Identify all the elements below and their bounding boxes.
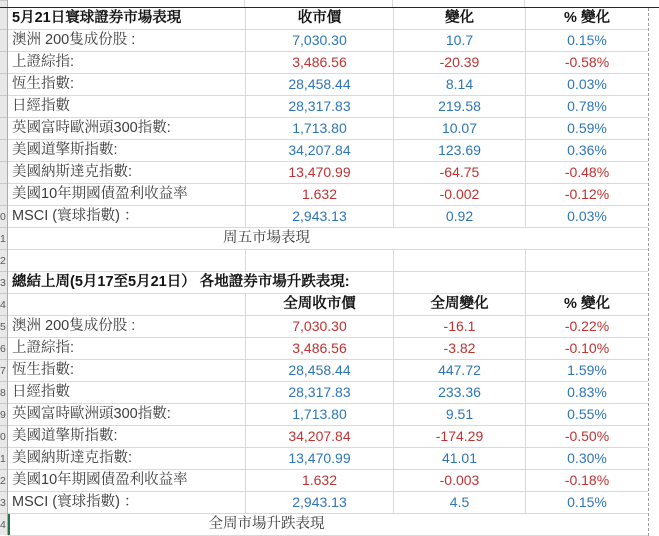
table-row xyxy=(8,360,648,382)
week-close-price-cell[interactable]: 7,030.30 xyxy=(245,316,393,337)
row-number[interactable]: 1 xyxy=(0,453,6,465)
friday-performance-caption[interactable]: 周五市場表現 xyxy=(223,230,310,246)
index-label[interactable]: 英國富時歐洲頭300指數: xyxy=(12,120,171,136)
row-number[interactable]: 4 xyxy=(0,299,6,311)
index-label[interactable]: 上證綜指: xyxy=(12,340,75,356)
index-label[interactable]: 美國道擎斯指數: xyxy=(12,142,118,158)
col-header-week-close-price[interactable]: 全周收市價 xyxy=(245,294,393,315)
change-cell[interactable]: 219.58 xyxy=(393,96,525,117)
close-price-cell[interactable]: 28,317.83 xyxy=(245,96,393,117)
week-change-cell[interactable]: 41.01 xyxy=(393,448,525,469)
table-row xyxy=(8,470,648,492)
week-close-price-cell[interactable]: 28,317.83 xyxy=(245,382,393,403)
col-header-pct-change[interactable]: % 變化 xyxy=(525,8,648,29)
caption-row xyxy=(8,228,648,250)
empty-cell[interactable] xyxy=(525,514,648,535)
index-label[interactable]: 美國10年期國債盈利收益率 xyxy=(12,472,188,488)
close-price-cell[interactable]: 34,207.84 xyxy=(245,140,393,161)
index-label[interactable]: MSCI (寰球指數) ： xyxy=(12,208,139,224)
week-change-cell[interactable]: -0.003 xyxy=(393,470,525,491)
index-label[interactable]: 恆生指數: xyxy=(12,362,75,378)
pct-change-cell[interactable]: 0.59% xyxy=(525,118,648,139)
pct-change-cell[interactable]: 0.03% xyxy=(525,206,648,227)
table-row xyxy=(8,338,648,360)
pct-change-cell[interactable]: -0.10% xyxy=(525,338,648,359)
week-change-cell[interactable]: -3.82 xyxy=(393,338,525,359)
row-number[interactable]: 4 xyxy=(0,519,6,531)
empty-cell[interactable] xyxy=(393,272,525,293)
caption-row xyxy=(8,514,648,536)
table-row xyxy=(8,448,648,470)
table-row xyxy=(8,426,648,448)
change-cell[interactable]: -64.75 xyxy=(393,162,525,183)
table-row xyxy=(8,382,648,404)
empty-cell[interactable] xyxy=(8,294,245,315)
pct-change-cell[interactable]: -0.18% xyxy=(525,470,648,491)
column-divider xyxy=(524,0,525,7)
week-close-price-cell[interactable]: 1.632 xyxy=(245,470,393,491)
row-number[interactable]: 3 xyxy=(0,277,6,289)
index-label[interactable]: 澳洲 200隻成份股 : xyxy=(12,32,136,48)
change-cell[interactable]: 10.07 xyxy=(393,118,525,139)
index-label[interactable]: 美國納斯達克指數: xyxy=(12,164,133,180)
close-price-cell[interactable]: 13,470.99 xyxy=(245,162,393,183)
index-label[interactable]: MSCI (寰球指數) ： xyxy=(12,494,139,510)
table-row xyxy=(8,184,648,206)
table-row xyxy=(8,118,648,140)
close-price-cell[interactable]: 2,943.13 xyxy=(245,206,393,227)
week-close-price-cell[interactable]: 2,943.13 xyxy=(245,492,393,513)
week-close-price-cell[interactable]: 34,207.84 xyxy=(245,426,393,447)
empty-cell[interactable] xyxy=(525,250,648,271)
index-label[interactable]: 美國納斯達克指數: xyxy=(12,450,133,466)
pct-change-cell[interactable]: 0.03% xyxy=(525,74,648,95)
row-number[interactable]: 0 xyxy=(0,431,6,443)
table-row xyxy=(8,96,648,118)
change-cell[interactable]: 123.69 xyxy=(393,140,525,161)
empty-cell[interactable] xyxy=(8,250,245,271)
pct-change-cell[interactable]: 0.30% xyxy=(525,448,648,469)
col-header-change[interactable]: 變化 xyxy=(393,8,525,29)
empty-row xyxy=(8,250,648,272)
week-close-price-cell[interactable]: 1,713.80 xyxy=(245,404,393,425)
index-label[interactable]: 上證綜指: xyxy=(12,54,75,70)
table-row xyxy=(8,162,648,184)
close-price-cell[interactable]: 1,713.80 xyxy=(245,118,393,139)
row-number[interactable]: 6 xyxy=(0,343,6,355)
table-header-row xyxy=(8,294,648,316)
week-close-price-cell[interactable]: 3,486.56 xyxy=(245,338,393,359)
row-number[interactable]: 9 xyxy=(0,409,6,421)
change-cell[interactable]: 8.14 xyxy=(393,74,525,95)
change-cell[interactable]: 0.92 xyxy=(393,206,525,227)
col-header-pct-change[interactable]: % 變化 xyxy=(525,294,648,315)
row-number[interactable]: 0 xyxy=(0,211,6,223)
index-label[interactable]: 澳洲 200隻成份股 : xyxy=(12,318,136,334)
change-cell[interactable]: -0.002 xyxy=(393,184,525,205)
index-label[interactable]: 日經指數 xyxy=(12,384,70,400)
week-change-cell[interactable]: -174.29 xyxy=(393,426,525,447)
row-number[interactable]: 3 xyxy=(0,497,6,509)
column-header-border xyxy=(0,7,659,8)
week-change-cell[interactable]: 9.51 xyxy=(393,404,525,425)
table-row xyxy=(8,316,648,338)
close-price-cell[interactable]: 3,486.56 xyxy=(245,52,393,73)
table-row xyxy=(8,206,648,228)
row-number[interactable]: 2 xyxy=(0,475,6,487)
change-cell[interactable]: -20.39 xyxy=(393,52,525,73)
table-header-row xyxy=(8,8,648,30)
row-number[interactable]: 7 xyxy=(0,365,6,377)
pct-change-cell[interactable]: -0.48% xyxy=(525,162,648,183)
table-row xyxy=(8,404,648,426)
section2-title-row xyxy=(8,272,648,294)
week-change-cell[interactable]: 233.36 xyxy=(393,382,525,403)
change-cell[interactable]: 10.7 xyxy=(393,30,525,51)
table-row xyxy=(8,492,648,514)
pct-change-cell[interactable]: 0.15% xyxy=(525,30,648,51)
week-close-price-cell[interactable]: 13,470.99 xyxy=(245,448,393,469)
pct-change-cell[interactable]: -0.22% xyxy=(525,316,648,337)
table-row xyxy=(8,30,648,52)
pct-change-cell[interactable]: 0.83% xyxy=(525,382,648,403)
index-label[interactable]: 英國富時歐洲頭300指數: xyxy=(12,406,171,422)
row-number[interactable]: 5 xyxy=(0,321,6,333)
section1-title[interactable]: 5月21日寰球證券市場表現 xyxy=(12,10,182,26)
empty-cell[interactable] xyxy=(393,250,525,271)
empty-cell[interactable] xyxy=(245,250,393,271)
pct-change-cell[interactable]: -0.50% xyxy=(525,426,648,447)
index-label[interactable]: 美國10年期國債盈利收益率 xyxy=(12,186,188,202)
week-close-price-cell[interactable]: 28,458.44 xyxy=(245,360,393,381)
selection-indicator xyxy=(8,514,10,535)
pct-change-cell[interactable]: 0.78% xyxy=(525,96,648,117)
col-header-close-price[interactable]: 收市價 xyxy=(245,8,393,29)
close-price-cell[interactable]: 28,458.44 xyxy=(245,74,393,95)
spreadsheet-grid xyxy=(8,8,649,536)
row-number[interactable]: 8 xyxy=(0,387,6,399)
row-number[interactable]: 1 xyxy=(0,233,6,245)
empty-cell[interactable] xyxy=(525,228,648,249)
index-label[interactable]: 日經指數 xyxy=(12,98,70,114)
pct-change-cell[interactable]: 0.36% xyxy=(525,140,648,161)
table-row xyxy=(8,74,648,96)
table-row xyxy=(8,52,648,74)
week-change-cell[interactable]: 447.72 xyxy=(393,360,525,381)
index-label[interactable]: 美國道擎斯指數: xyxy=(12,428,118,444)
pct-change-cell[interactable]: 1.59% xyxy=(525,360,648,381)
col-header-week-change[interactable]: 全周變化 xyxy=(393,294,525,315)
column-divider xyxy=(392,0,393,7)
table-row xyxy=(8,140,648,162)
pct-change-cell[interactable]: 0.55% xyxy=(525,404,648,425)
week-change-cell[interactable]: 4.5 xyxy=(393,492,525,513)
pct-change-cell[interactable]: -0.58% xyxy=(525,52,648,73)
section2-title[interactable]: 總結上周(5月17至5月21日） 各地證券市場升跌表現: xyxy=(8,272,358,293)
week-change-cell[interactable]: -16.1 xyxy=(393,316,525,337)
close-price-cell[interactable]: 1.632 xyxy=(245,184,393,205)
close-price-cell[interactable]: 7,030.30 xyxy=(245,30,393,51)
row-number[interactable]: 2 xyxy=(0,255,6,267)
pct-change-cell[interactable]: -0.12% xyxy=(525,184,648,205)
weekly-performance-caption[interactable]: 全周市場升跌表現 xyxy=(208,516,325,532)
index-label[interactable]: 恆生指數: xyxy=(12,76,75,92)
pct-change-cell[interactable]: 0.15% xyxy=(525,492,648,513)
empty-cell[interactable] xyxy=(525,272,648,293)
column-divider xyxy=(244,0,245,7)
